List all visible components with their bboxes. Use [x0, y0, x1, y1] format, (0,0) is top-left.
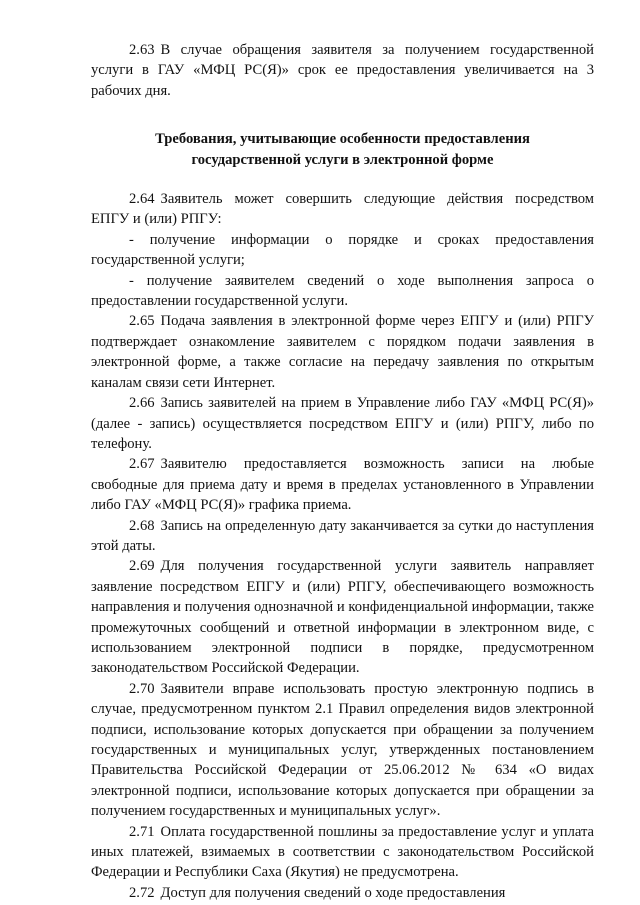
paragraph-2-67	[91, 454, 594, 515]
paragraph-text: Подача заявления в электронной форме через ЕПГУ и (или) РПГУ подтверждает ознакомление заявителем с порядком подачи заявления в электронной форме, а также согласие на передачу заявления по открытым каналам связи сети Интернет.	[91, 313, 594, 391]
paragraph-text: Заявителю предоставляется возможность записи на любые свободные для приема дату и время в пределах установленного в Управлении либо ГАУ «МФЦ РС(Я)» графика приема.	[91, 456, 594, 514]
paragraph-text: Доступ для получения сведений о ходе предоставления	[160, 884, 506, 901]
paragraph-2-72	[91, 883, 594, 903]
paragraph-2-63	[91, 40, 594, 101]
paragraph-number: 2.70	[129, 680, 155, 697]
paragraph-number: 2.71	[129, 823, 155, 840]
paragraph-2-70	[91, 679, 594, 822]
list-item-status	[91, 271, 594, 312]
paragraph-2-68	[91, 516, 594, 557]
paragraph-number: 2.69	[129, 558, 155, 575]
paragraph-number: 2.72	[129, 884, 155, 901]
paragraph-2-65	[91, 311, 594, 393]
paragraph-number: 2.65	[129, 313, 155, 330]
paragraph-number: 2.64	[129, 191, 155, 208]
paragraph-number: 2.67	[129, 456, 155, 473]
list-item-text: - получение информации о порядке и сроках предоставления государственной услуги;	[91, 231, 594, 269]
paragraph-number: 2.66	[129, 395, 155, 412]
paragraph-text: Запись на определенную дату заканчивается за сутки до наступления этой даты.	[91, 517, 594, 554]
section-heading-line-2: государственной услуги в электронной форме	[191, 151, 494, 168]
paragraph-2-64	[91, 189, 594, 230]
document-page	[91, 40, 594, 903]
paragraph-number: 2.63	[129, 42, 155, 58]
paragraph-text: Для получения государственной услуги заявитель направляет заявление посредством ЕПГУ и (или) РПГУ, обеспечивающего возможность направления и получения однозначной и конфиденциальной информации, также промежуточных сообщений и ответной информации в электронном виде, с использованием электронной подписи в порядке, предусмотренном законодательством Российской Федерации.	[91, 558, 594, 677]
list-item-info	[91, 230, 594, 271]
paragraph-text: Заявитель может совершить следующие действия посредством ЕПГУ и (или) РПГУ:	[91, 191, 594, 228]
paragraph-text: Запись заявителей на прием в Управление либо ГАУ «МФЦ РС(Я)» (далее - запись) осуществляется посредством ЕПГУ и (или) РПГУ, либо по телефону.	[91, 395, 594, 452]
section-heading-line-1: Требования, учитывающие особенности предоставления	[155, 131, 530, 148]
paragraph-text: Оплата государственной пошлины за предоставление услуг и уплата иных платежей, взимаемых в соответствии с законодательством Российской Федерации и Республики Саха (Якутия) не предусмотрена.	[91, 823, 594, 881]
paragraph-text: Заявители вправе использовать простую электронную подпись в случае, предусмотренном пунктом 2.1 Правил определения видов электронной подписи, использование которых допускается при обращении за получением государственных и муниципальных услуг, утвержденных постановлением Правительства Российской Федерации от 25.06.2012 № 634 «О видах электронной подписи, использование которых допускается при обращении за получением государственных и муниципальных услуг».	[91, 680, 594, 820]
paragraph-number: 2.68	[129, 517, 155, 534]
paragraph-2-71	[91, 822, 594, 883]
list-item-text: - получение заявителем сведений о ходе выполнения запроса о предоставлении государственной услуги.	[91, 272, 594, 310]
paragraph-2-69	[91, 556, 594, 678]
section-heading	[91, 129, 594, 170]
paragraph-text: В случае обращения заявителя за получением государственной услуги в ГАУ «МФЦ РС(Я)» срок ее предоставления увеличивается на 3 рабочих дня.	[91, 42, 594, 99]
paragraph-2-66	[91, 393, 594, 454]
